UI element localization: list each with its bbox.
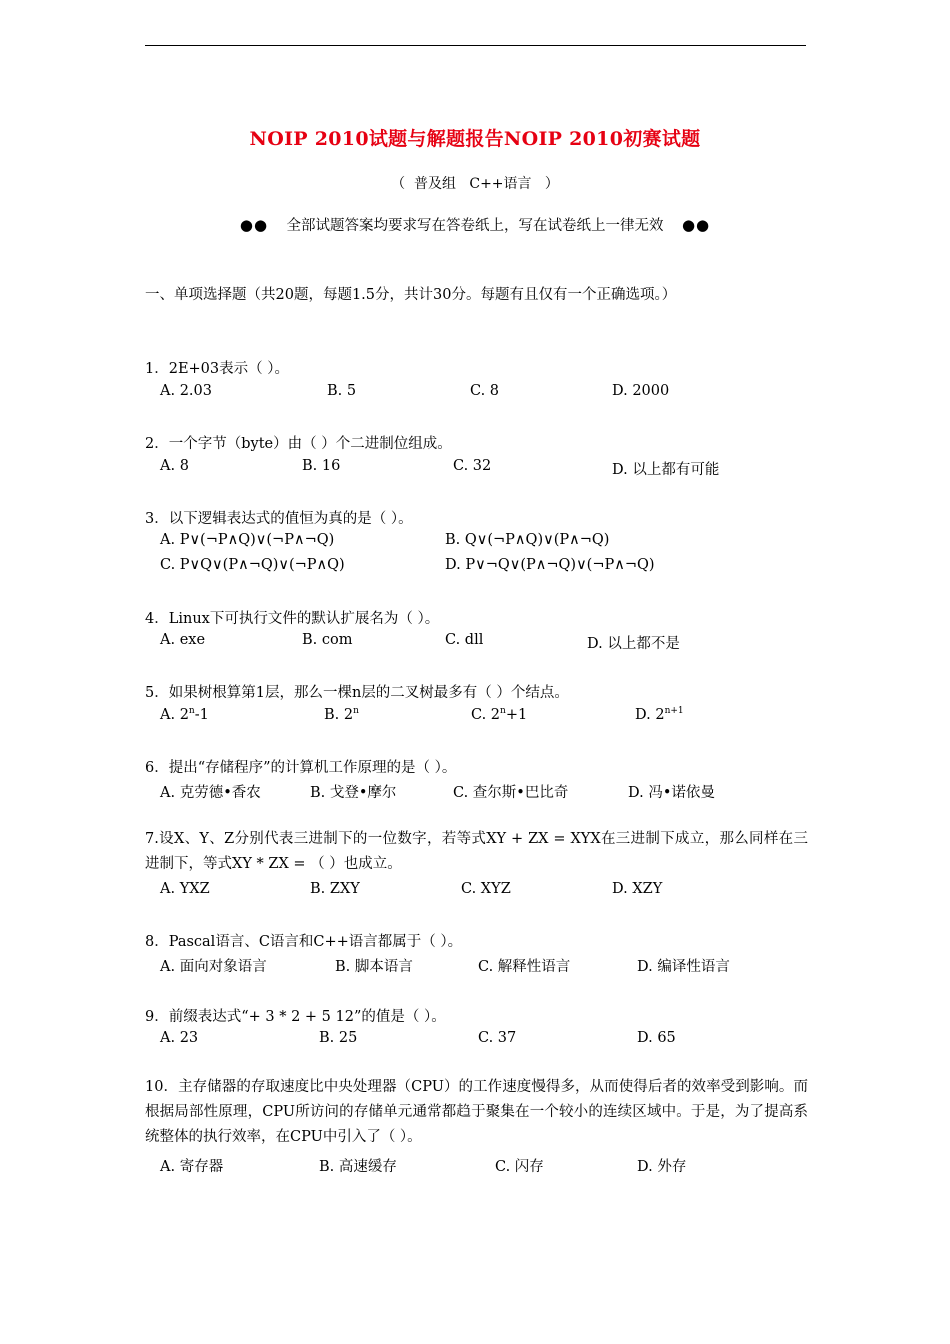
question-8-option-a: A. 面向对象语言 [160, 959, 267, 975]
question-6-option-a: A. 克劳德•香农 [160, 785, 261, 801]
question-4-option-c: C. dll [445, 632, 484, 648]
question-10-option-a: A. 寄存器 [160, 1159, 224, 1175]
question-9-option-c: C. 37 [478, 1030, 517, 1046]
question-5-option-a: A. 2$^n$-1 [160, 706, 209, 723]
question-6-option-b: B. 戈登•摩尔 [310, 785, 397, 801]
page-title: NOIP 2010试题与解题报告NOIP 2010初赛试题 [249, 128, 701, 150]
question-10-stem: 10．主存储器的存取速度比中央处理器（CPU）的工作速度慢得多，从而使得后者的效率受到影响。而根据局部性原理，CPU所访问的存储单元通常都趋于聚集在一个较小的连续区域中。于是，为了提高系统整体的执行效率，在CPU中引入了（ ）。 [145, 1079, 808, 1145]
question-7-option-c: C. XYZ [461, 881, 511, 897]
question-2-option-d: D. 以上都有可能 [612, 462, 720, 478]
question-5-option-b: B. 2$^n$ [324, 706, 359, 723]
question-8-option-c: C. 解释性语言 [478, 959, 571, 975]
question-2-option-c: C. 32 [453, 458, 492, 474]
question-9-option-d: D. 65 [637, 1030, 676, 1046]
question-3-option-a: A. P∨(¬P∧Q)∨(¬P∧¬Q) [160, 532, 335, 548]
question-1-option-a: A. 2.03 [160, 383, 212, 399]
exam-notice [0, 214, 950, 235]
question-1-option-c: C. 8 [470, 383, 500, 399]
question-10-option-c: C. 闪存 [495, 1159, 544, 1175]
question-5-option-d: D. $2^{n+1}$ [635, 706, 684, 723]
question-7-stem: 7.设X、Y、Z分别代表三进制下的一位数字，若等式XY + ZX = XYX在三进制下成立，那么同样在三进制下，等式XY * ZX = （ ）也成立。 [145, 831, 808, 872]
question-1-stem: 1．2E+03表示（ ）。 [145, 361, 289, 377]
question-9-option-a: A. 23 [160, 1030, 199, 1046]
question-1-option-b: B. 5 [327, 383, 357, 399]
question-10-option-d: D. 外存 [637, 1159, 687, 1175]
question-4-option-d: D. 以上都不是 [587, 636, 680, 652]
question-8-option-b: B. 脚本语言 [335, 959, 413, 975]
question-3-option-c: C. P∨Q∨(P∧¬Q)∨(¬P∧Q) [160, 557, 345, 573]
header-rule [145, 45, 806, 46]
question-1-option-d: D. 2000 [612, 383, 670, 399]
question-7-option-b: B. ZXY [310, 881, 360, 897]
question-2-option-b: B. 16 [302, 458, 341, 474]
question-10-option-b: B. 高速缓存 [319, 1159, 397, 1175]
question-6-option-c: C. 查尔斯•巴比奇 [453, 785, 569, 801]
page-subtitle: （ 普及组 C++语言 ） [391, 176, 559, 192]
question-7-option-d: D. XZY [612, 881, 663, 897]
notice-text: 全部试题答案均要求写在答卷纸上，写在试卷纸上一律无效 [286, 218, 664, 234]
notice-dots-left: ●● [239, 216, 269, 234]
question-2-option-a: A. 8 [160, 458, 189, 474]
question-5-stem: 5．如果树根算第1层，那么一棵n层的二叉树最多有（ ）个结点。 [145, 685, 569, 701]
question-5-option-c: C. $2^n+1$ [471, 706, 528, 723]
question-4-option-a: A. exe [160, 632, 206, 648]
notice-dots-right: ●● [681, 216, 711, 234]
question-7-option-a: A. YXZ [160, 881, 210, 897]
question-8-option-d: D. 编译性语言 [637, 959, 730, 975]
question-8-stem: 8．Pascal语言、C语言和C++语言都属于（ ）。 [145, 934, 463, 950]
question-3-stem: 3．以下逻辑表达式的值恒为真的是（ ）。 [145, 511, 413, 527]
question-2-stem: 2．一个字节（byte）由（ ）个二进制位组成。 [145, 436, 452, 452]
question-4-stem: 4．Linux下可执行文件的默认扩展名为（ ）。 [145, 611, 440, 627]
question-6-option-d: D. 冯•诺依曼 [628, 785, 715, 801]
question-6-stem: 6．提出“存储程序”的计算机工作原理的是（ ）。 [145, 760, 457, 776]
question-4-option-b: B. com [302, 632, 353, 648]
section-heading: 一、单项选择题（共20题，每题1.5分，共计30分。每题有且仅有一个正确选项。） [145, 287, 677, 303]
question-9-option-b: B. 25 [319, 1030, 358, 1046]
question-9-stem: 9．前缀表达式“+ 3 * 2 + 5 12”的值是（ ）。 [145, 1009, 446, 1025]
question-3-option-b: B. Q∨(¬P∧Q)∨(P∧¬Q) [445, 532, 610, 548]
question-3-option-d: D. P∨¬Q∨(P∧¬Q)∨(¬P∧¬Q) [445, 557, 655, 573]
